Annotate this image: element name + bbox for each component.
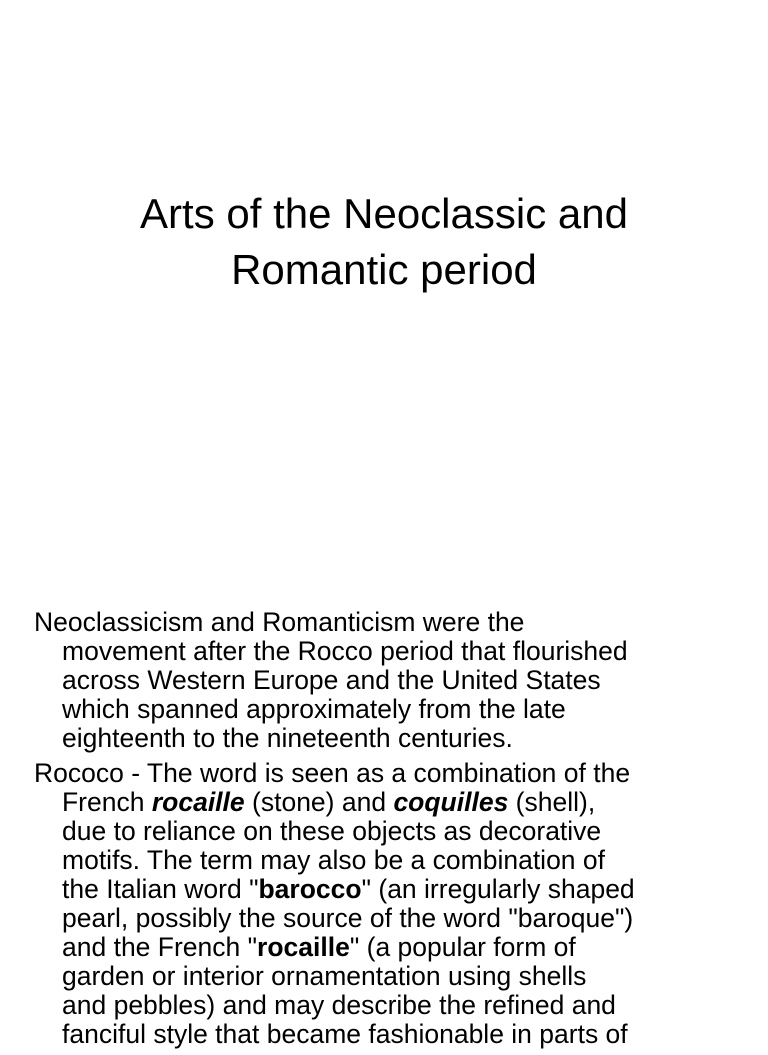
term-rocaille: rocaille (151, 787, 245, 817)
text-line: pearl, possibly the source of the word "baroque") (62, 903, 634, 933)
term-rocaille-bold: rocaille (257, 932, 350, 962)
text-line: garden or interior ornamentation using shells (62, 961, 587, 991)
text-run: the Italian word " (62, 874, 259, 904)
text-line: across Western Europe and the United States (62, 665, 601, 695)
text-line: movement after the Rocco period that flourished (62, 636, 628, 666)
text-line: due to reliance on these objects as decorative (62, 816, 602, 846)
text-line: Neoclassicism and Romanticism were the (34, 607, 525, 637)
term-barocco: barocco (258, 874, 362, 904)
text-run: French (62, 787, 152, 817)
title-line-2: Romantic period (231, 246, 537, 293)
text-run: " (a popular form of (349, 932, 576, 962)
paragraph-neoclassicism (34, 608, 754, 753)
body-text (34, 608, 754, 1055)
text-run: (shell), (508, 787, 596, 817)
text-line (34, 788, 754, 817)
text-run: and the French " (62, 932, 258, 962)
text-line: Rococo - The word is seen as a combination of the (34, 758, 631, 788)
text-line: and pebbles) and may describe the refined and (62, 990, 616, 1020)
text-line: fanciful style that became fashionable in parts of (62, 1019, 628, 1049)
text-line (34, 933, 754, 962)
text-line: motifs. The term may also be a combination of (62, 845, 606, 875)
text-run: " (an irregularly shaped (361, 874, 635, 904)
text-line: which spanned approximately from the late (62, 694, 566, 724)
title-line-1: Arts of the Neoclassic and (140, 190, 628, 237)
paragraph-rococo (34, 759, 754, 1049)
text-line: eighteenth to the nineteenth centuries. (62, 723, 513, 753)
text-line (34, 875, 754, 904)
slide-title (0, 186, 768, 298)
term-coquilles: coquilles (393, 787, 509, 817)
text-run: (stone) and (244, 787, 394, 817)
